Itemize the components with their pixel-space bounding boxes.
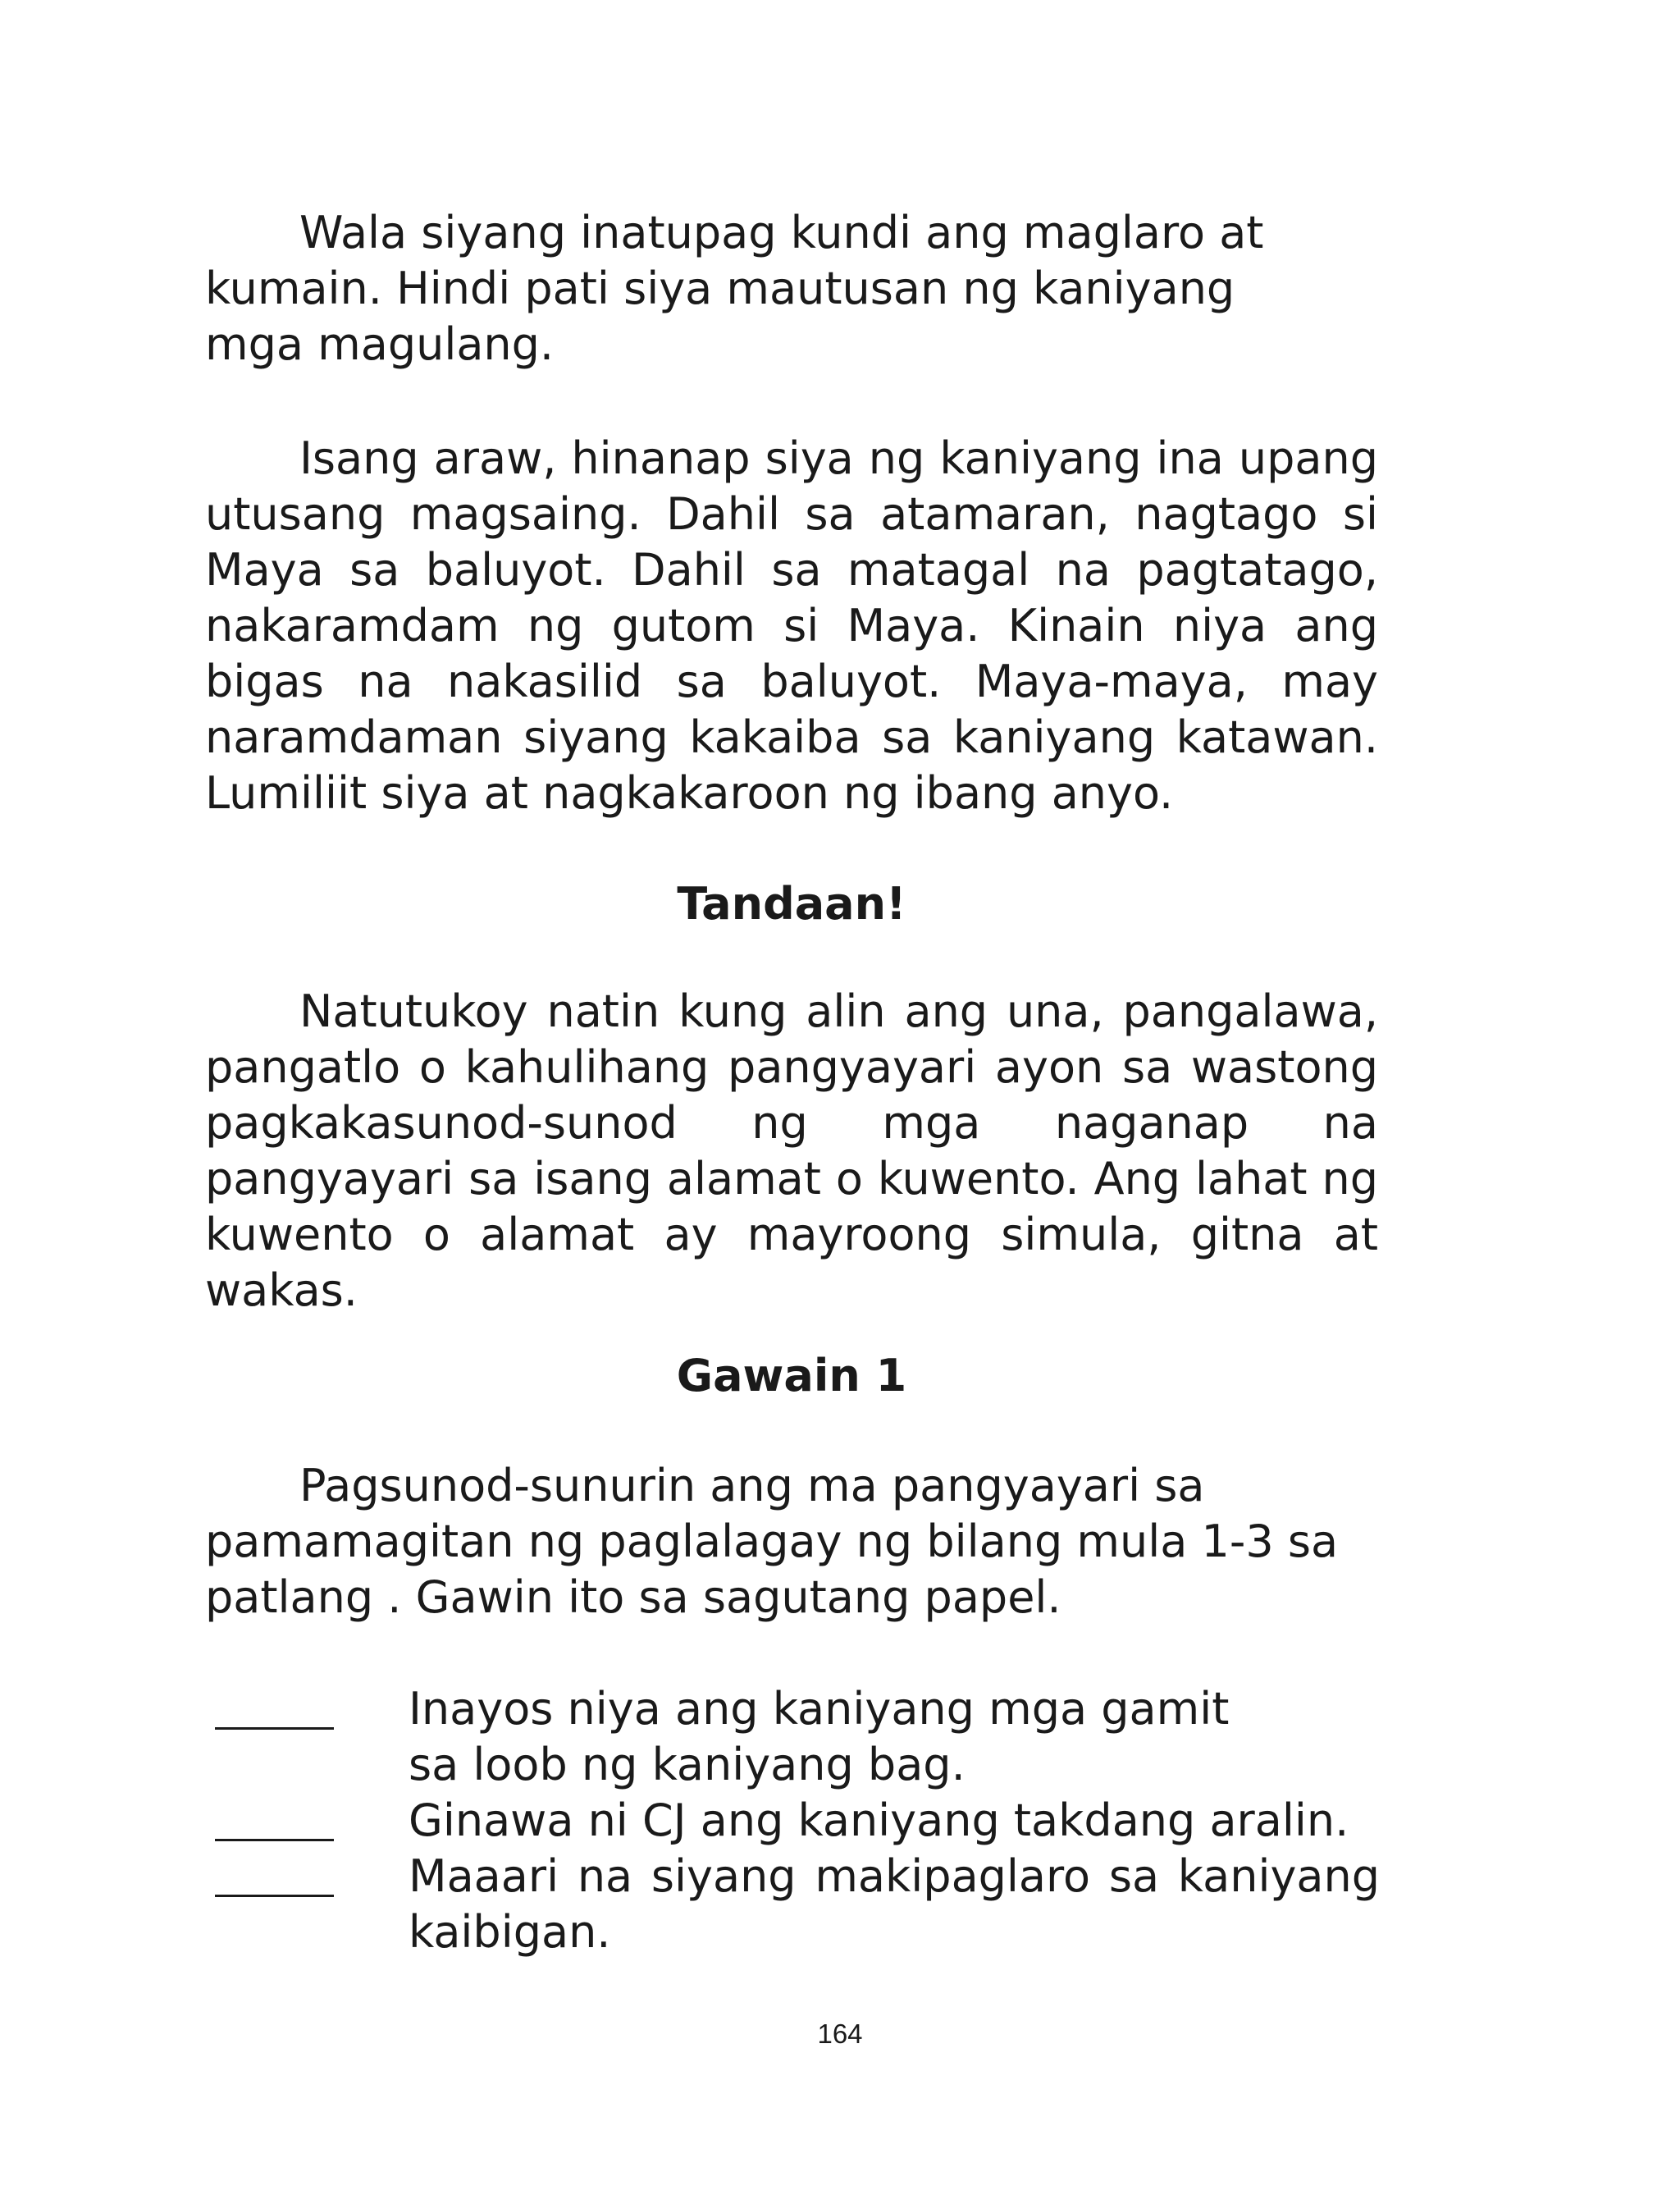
task-item-text: Inayos niya ang kaniyang mga gamit sa loob ng kaniyang bag. — [409, 1683, 1230, 1790]
answer-blank-3[interactable] — [215, 1849, 334, 1897]
answer-blank-1[interactable] — [215, 1681, 334, 1730]
task-item-text: Maaari na siyang makipaglaro sa kaniyang kaibigan. — [409, 1850, 1380, 1958]
task-item-text: Ginawa ni CJ ang kaniyang takdang aralin. — [409, 1795, 1349, 1846]
story-paragraph-1 — [205, 205, 1296, 373]
task-list — [215, 1681, 1380, 1960]
story-paragraph-2-text: Isang araw, hinanap siya ng kaniyang ina upang utusang magsaing. Dahil sa atamaran, nagtago si Maya sa baluyot. Dahil sa matagal na pagtatago, nakaramdam ng gutom si Maya. Kinain niya ang bigas na nakasilid sa baluyot. Maya-maya, may naramdaman siyang kakaiba sa kaniyang katawan. Lumiliit siya at nagkakaroon ng ibang anyo. — [205, 432, 1378, 819]
gawain-heading: Gawain 1 — [676, 1350, 907, 1401]
task-item — [215, 1681, 1380, 1793]
task-item — [215, 1849, 1380, 1960]
tandaan-paragraph — [205, 984, 1378, 1319]
gawain-instruction — [205, 1458, 1354, 1625]
story-paragraph-2 — [205, 431, 1378, 821]
tandaan-heading: Tandaan! — [677, 878, 906, 930]
task-item — [215, 1793, 1380, 1849]
answer-blank-2[interactable] — [215, 1793, 334, 1841]
gawain-instruction-text: Pagsunod-sunurin ang ma pangyayari sa pamamagitan ng paglalagay ng bilang mula 1-3 sa patlang . Gawin ito sa sagutang papel. — [205, 1460, 1339, 1623]
page-number: 164 — [817, 2019, 863, 2049]
tandaan-paragraph-text: Natutukoy natin kung alin ang una, pangalawa, pangatlo o kahulihang pangyayari ayon sa wastong pagkakasunod-sunod ng mga naganap na pangyayari sa isang alamat o kuwento. Ang lahat ng kuwento o alamat ay mayroong simula, gitna at wakas. — [205, 985, 1378, 1316]
story-paragraph-1-text: Wala siyang inatupag kundi ang maglaro at kumain. Hindi pati siya mautusan ng kaniyang mga magulang. — [205, 207, 1264, 370]
